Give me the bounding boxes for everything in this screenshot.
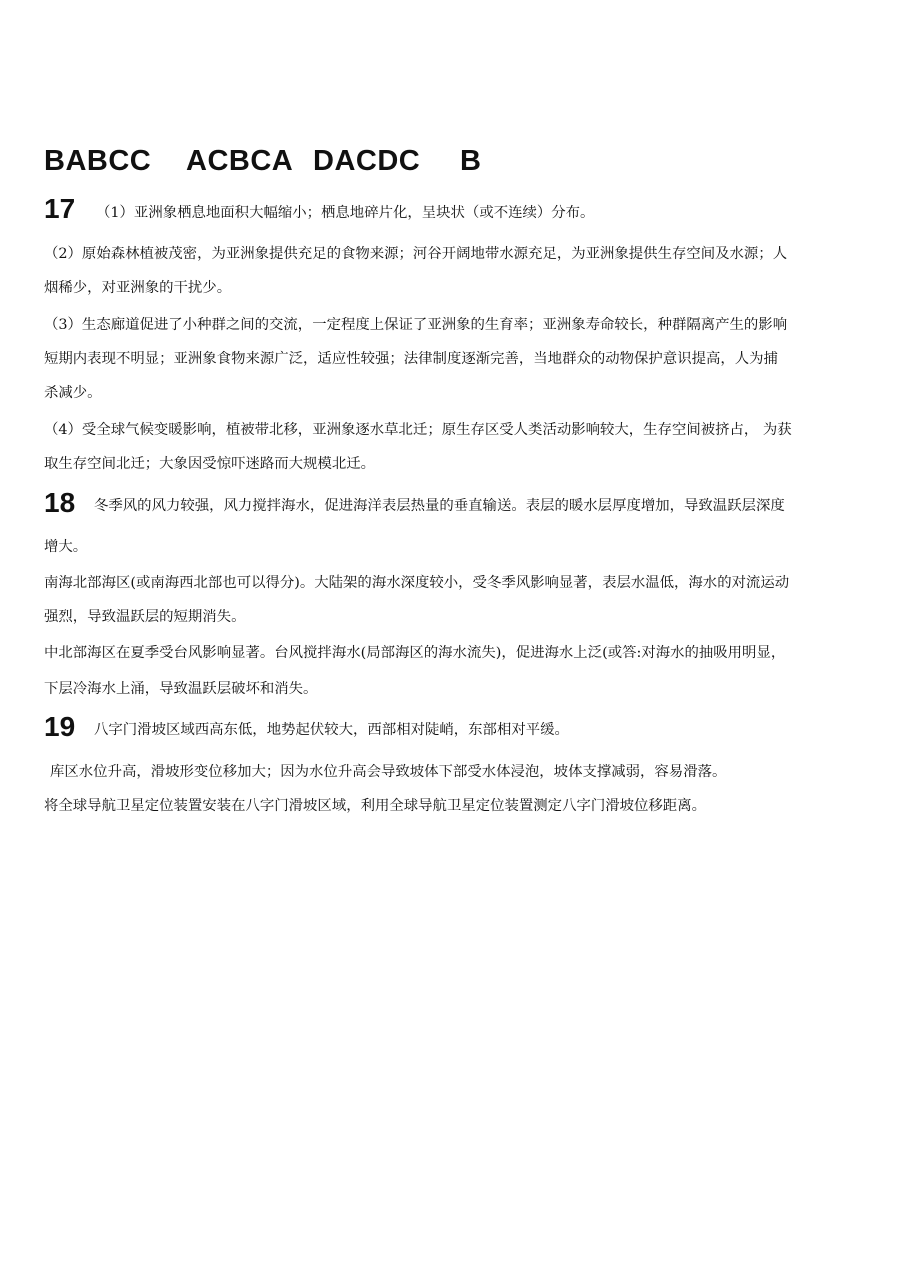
q18-part2-line1: 南海北部海区(或南海西北部也可以得分)。大陆架的海水深度较小，受冬季风影响显著，表层水温低，海水的对流运动	[44, 575, 790, 591]
q18-part3-line2: 下层冷海水上涌，导致温跃层破坏和消失。	[44, 681, 318, 697]
q17-part2-line2: 烟稀少，对亚洲象的干扰少。	[44, 280, 232, 296]
q17-part3-line1: （3）生态廊道促进了小种群之间的交流，一定程度上保证了亚洲象的生育率；亚洲象寿命较长，种群隔离产生的影响	[44, 317, 788, 333]
q17-part4-line1: （4）受全球气候变暖影响，植被带北移，亚洲象逐水草北迁；原生存区受人类活动影响较大，生存空间被挤占， 为获	[44, 422, 792, 438]
q18-part1-line1: 冬季风的风力较强，风力搅拌海水，促进海洋表层热量的垂直输送。表层的暖水层厚度增加，导致温跃层深度	[94, 498, 785, 514]
choice-answers-group-4: B	[460, 145, 482, 177]
q17-part3-line3: 杀减少。	[44, 385, 102, 401]
q18-part1-line2: 增大。	[44, 539, 88, 555]
question-17-number: 17	[44, 193, 76, 224]
q19-part3: 将全球导航卫星定位装置安装在八字门滑坡区域，利用全球导航卫星定位装置测定八字门滑坡位移距离。	[44, 798, 706, 814]
q17-part4-line2: 取生存空间北迁；大象因受惊吓迷路而大规模北迁。	[44, 456, 375, 472]
q19-part1: 八字门滑坡区域西高东低，地势起伏较大，西部相对陡峭，东部相对平缓。	[94, 722, 569, 738]
q19-part2: 库区水位升高，滑坡形变位移加大；因为水位升高会导致坡体下部受水体浸泡，坡体支撑减弱，容易滑落。	[50, 764, 727, 780]
question-18-number: 18	[44, 487, 76, 518]
q18-part2-line2: 强烈，导致温跃层的短期消失。	[44, 609, 246, 625]
q17-part1: （1）亚洲象栖息地面积大幅缩小；栖息地碎片化，呈块状（或不连续）分布。	[96, 205, 595, 221]
question-19-number: 19	[44, 711, 76, 742]
q17-part3-line2: 短期内表现不明显；亚洲象食物来源广泛，适应性较强；法律制度逐渐完善，当地群众的动物保护意识提高，人为捕	[44, 351, 778, 367]
q17-part2-line1: （2）原始森林植被茂密，为亚洲象提供充足的食物来源；河谷开阔地带水源充足，为亚洲象提供生存空间及水源；人	[44, 246, 788, 262]
choice-answers-group-3: DACDC	[313, 145, 421, 177]
q18-part3-line1: 中北部海区在夏季受台风影响显著。台风搅拌海水(局部海区的海水流失)，促进海水上泛(或答:对海水的抽吸用明显，	[44, 645, 786, 661]
choice-answers-group-2: ACBCA	[186, 145, 294, 177]
choice-answers-group-1: BABCC	[44, 145, 152, 177]
